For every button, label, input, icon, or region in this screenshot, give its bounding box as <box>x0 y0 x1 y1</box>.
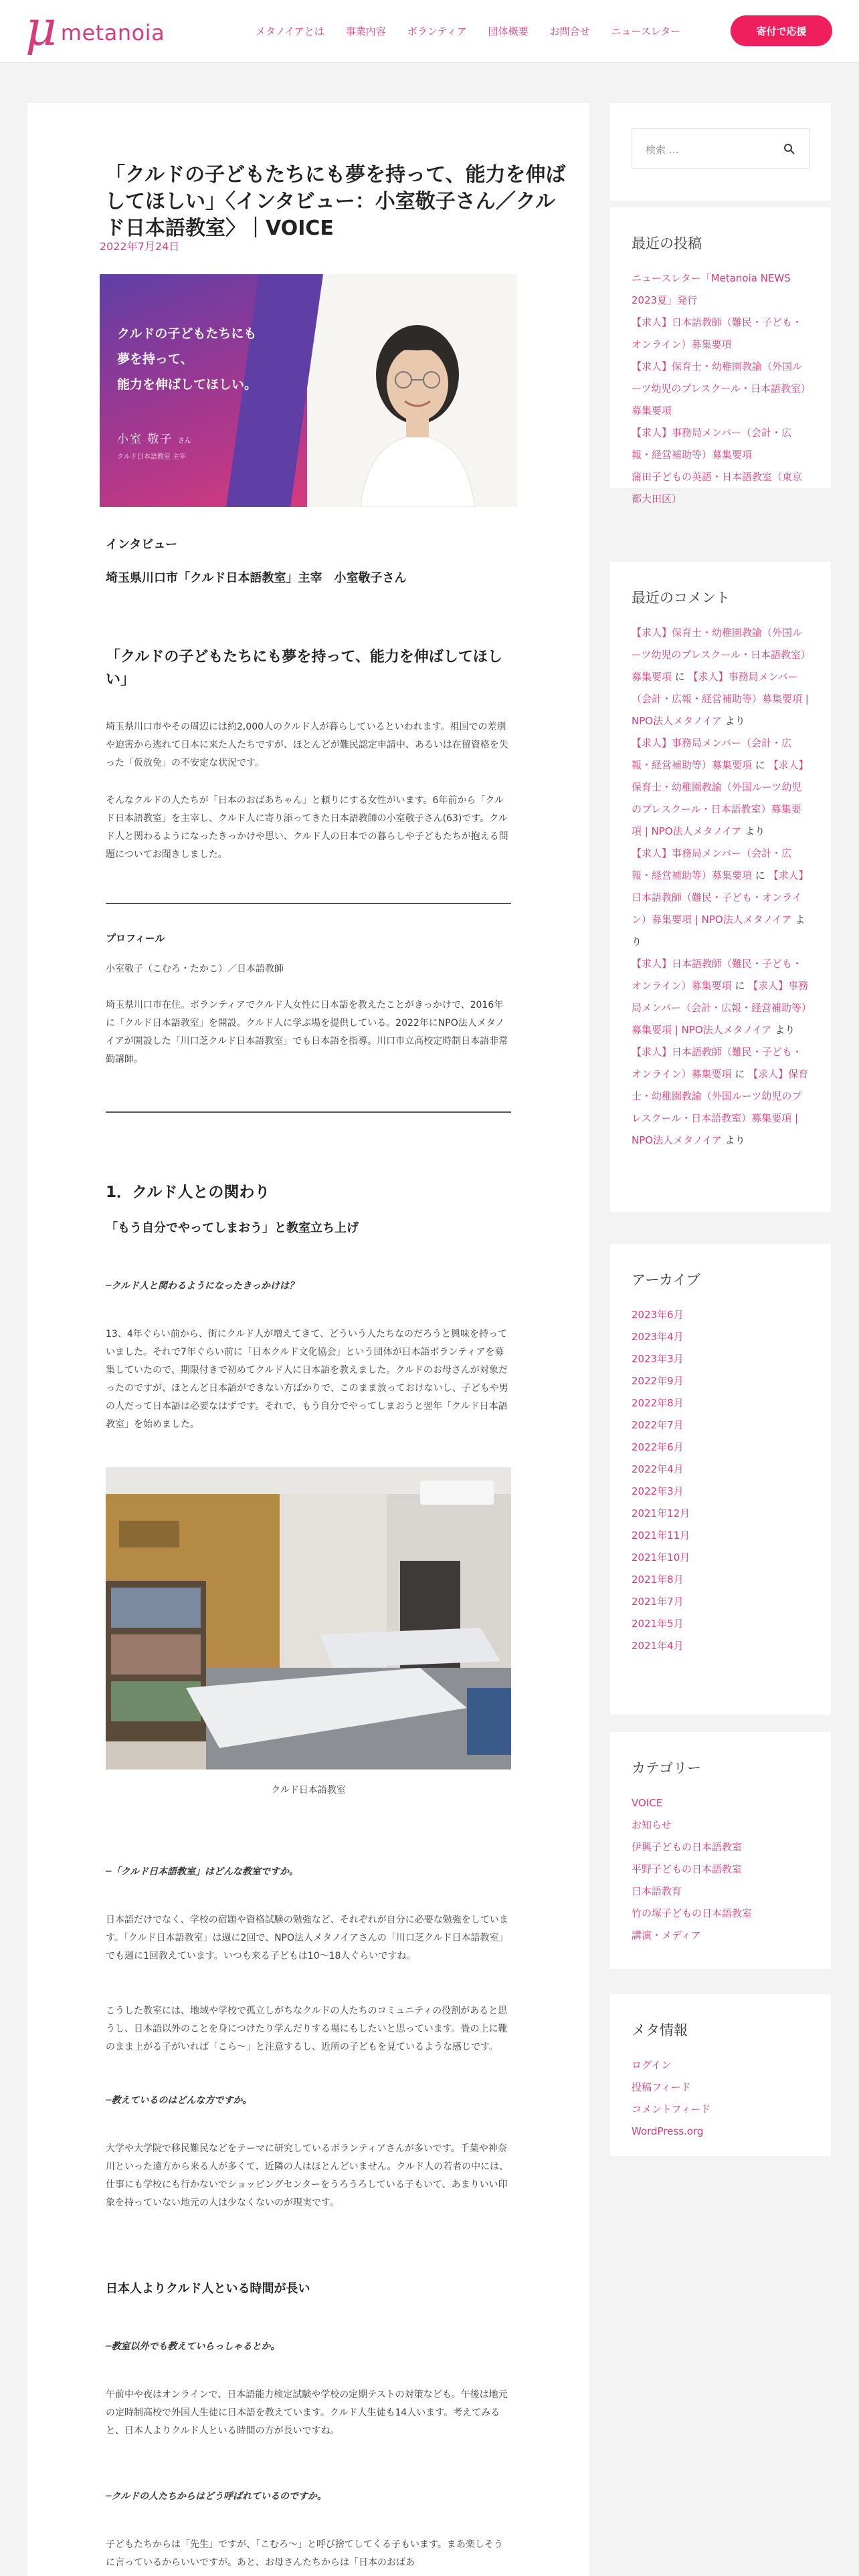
category-link[interactable]: 伊興子どもの日本語教室 <box>632 1841 743 1853</box>
hero-quote-line: 夢を持って、 <box>117 352 193 366</box>
site-header <box>0 0 859 63</box>
widget-title: 最近のコメント <box>632 590 730 606</box>
article-subtitle: 埼玉県川口市「クルド日本語教室」主宰 小室敬子さん <box>106 571 407 585</box>
article-title: 「クルドの子どもたちにも夢を持って、能力を伸ばしてほしい」〈インタビュー：小室敬子さん／クルド日本語教室〉｜VOICE <box>105 163 566 240</box>
recent-post-link[interactable]: 【求人】保育士・幼稚園教諭（外国ルーツ幼児のプレスクール・日本語教室）募集要項 <box>632 360 806 417</box>
comment-joiner: に <box>752 759 769 771</box>
question: ─教室以外でも教えていらっしゃるとか。 <box>106 2341 280 2352</box>
archive-link[interactable]: 2021年10月 <box>632 1551 690 1564</box>
comment-item <box>632 732 809 843</box>
logo-text: metanoia <box>60 20 165 45</box>
recent-comments-widget <box>610 562 831 1212</box>
login-link[interactable]: ログイン <box>632 2059 672 2071</box>
recent-post-link[interactable]: 蒲田子どもの英語・日本語教室（東京都大田区） <box>632 471 803 505</box>
archive-link[interactable]: 2021年5月 <box>632 1618 684 1630</box>
lead-paragraph: そんなクルドの人たちが「日本のおばあちゃん」と頼りにする女性がいます。6年前から「クルド日本語教室」を主宰し、クルド人に寄り添ってきた日本語教師の小室敬子さん(63)です。クルド人と関わるようになったきっかけや思い、クルド人の日本での暮らしや子どもたちが抱える問題についてお聞きしました。 <box>106 795 508 860</box>
nav-volunteer[interactable]: ボランティア <box>407 25 467 37</box>
search-widget <box>610 103 831 201</box>
category-link[interactable]: VOICE <box>632 1797 663 1809</box>
archive-link[interactable]: 2022年8月 <box>632 1397 684 1409</box>
question: ─クルド人と関わるようになったきっかけは？ <box>106 1281 299 1291</box>
search-input[interactable] <box>632 128 809 169</box>
answer-paragraph: 子どもたちからは「先生」ですが、「こむろ～」と呼び捨てしてくる子もいます。まあ楽しそうに言っているからいいですが。あと、お母さんたちからは「日本のおばあ <box>106 2539 503 2568</box>
site-logo[interactable] <box>25 0 165 56</box>
archive-link[interactable]: 2023年6月 <box>632 1309 684 1321</box>
comment-post-link[interactable]: 【求人】日本語教師（難民・子ども・オンライン）募集要項 <box>632 958 803 992</box>
comment-author-link[interactable]: 【求人】日本語教師（難民・子ども・オンライン）募集要項 | NPO法人メタノイア <box>632 869 809 926</box>
classroom-photo <box>106 1467 511 1769</box>
wordpress-link[interactable]: WordPress.org <box>632 2125 704 2137</box>
nav-about[interactable]: メタノイアとは <box>256 25 324 37</box>
search-placeholder: 検索 … <box>646 144 679 156</box>
section-heading: 日本人よりクルド人といる時間が長い <box>106 2282 310 2296</box>
comment-suffix: より <box>721 715 745 727</box>
widget-title: メタ情報 <box>632 2022 688 2038</box>
archive-link[interactable]: 2022年9月 <box>632 1375 684 1387</box>
comment-item <box>632 622 809 732</box>
comment-author-link[interactable]: 【求人】事務局メンバー（会計・広報・経営補助等）募集要項 | NPO法人メタノイア <box>632 980 809 1036</box>
category-link[interactable]: 講演・メディア <box>632 1929 701 1941</box>
widget-title: カテゴリー <box>632 1760 702 1776</box>
archive-link[interactable]: 2022年7月 <box>632 1419 684 1431</box>
category-link[interactable]: お知らせ <box>632 1819 672 1831</box>
recent-posts-widget <box>610 207 831 505</box>
question: ─クルドの人たちからはどう呼ばれているのですか。 <box>106 2491 327 2502</box>
archive-link[interactable]: 2022年6月 <box>632 1441 684 1453</box>
photo-caption: クルド日本語教室 <box>271 1785 346 1796</box>
hero-name-text: 小室 敬子 <box>117 433 173 446</box>
recent-post-link[interactable]: 【求人】事務局メンバー（会計・広報・経営補助等）募集要項 <box>632 427 791 461</box>
comment-joiner: に <box>731 980 749 992</box>
comment-suffix: より <box>771 1024 795 1036</box>
archive-link[interactable]: 2023年3月 <box>632 1353 684 1365</box>
comment-author-link[interactable]: 【求人】事務局メンバー（会計・広報・経営補助等）募集要項 | NPO法人メタノイア <box>632 671 809 727</box>
hero-person-role: クルド日本語教室 主宰 <box>117 453 186 461</box>
comment-suffix: より <box>721 1134 745 1146</box>
profile-body: 埼玉県川口市在住。ボランティアでクルド人女性に日本語を教えたことがきっかけで、2016年に「クルド日本語教室」を開設。クルド人に学ぶ場を提供している。2022年にNPO法人メタノイアが開設した「川口芝クルド日本語教室」でも日本語を指導。川口市立高校定時制日本語非常勤講師。 <box>106 1000 508 1065</box>
comment-suffix: より <box>632 914 805 948</box>
archive-link[interactable]: 2021年11月 <box>632 1529 690 1541</box>
archive-link[interactable]: 2022年3月 <box>632 1485 684 1497</box>
hero-quote <box>117 321 257 397</box>
nav-organization[interactable]: 団体概要 <box>488 25 529 37</box>
divider <box>106 903 511 904</box>
comments-feed-link[interactable]: コメントフィード <box>632 2103 711 2115</box>
recent-post-link[interactable]: ニュースレター「Metanoia NEWS 2023夏」発行 <box>632 272 791 306</box>
comment-post-link[interactable]: 【求人】事務局メンバー（会計・広報・経営補助等）募集要項 <box>632 737 791 771</box>
hero-quote-line: 能力を伸ばしてほしい。 <box>117 377 258 392</box>
category-link[interactable]: 平野子どもの日本語教室 <box>632 1863 743 1875</box>
archives-widget <box>610 1244 831 1715</box>
search-icon[interactable] <box>783 143 795 155</box>
answer-paragraph: 午前中や夜はオンラインで、日本語能力検定試験や学校の定期テストの対策なども。午後は地元の定時制高校で外国人生徒に日本語を教えています。クルド人生徒も14人います。考えてみると、日本人よりクルド人といる時間の方が長いですね。 <box>106 2389 508 2436</box>
profile-label: プロフィール <box>106 932 165 944</box>
hero-image <box>100 274 517 507</box>
hero-name-suffix: さん <box>177 437 191 445</box>
comment-post-link[interactable]: 【求人】保育士・幼稚園教諭（外国ルーツ幼児のプレスクール・日本語教室）募集要項 <box>632 627 806 683</box>
donate-button[interactable]: 寄付で応援 <box>731 15 832 46</box>
divider <box>106 1111 511 1113</box>
hero-quote-line: クルドの子どもたちにも <box>117 326 257 341</box>
entries-feed-link[interactable]: 投稿フィード <box>632 2081 691 2093</box>
categories-widget <box>610 1732 831 1969</box>
comment-joiner: に <box>672 671 688 683</box>
widget-title: 最近の投稿 <box>632 235 702 251</box>
recent-post-link[interactable]: 【求人】日本語教師（難民・子ども・オンライン）募集要項 <box>632 316 803 350</box>
answer-paragraph: 日本語だけでなく、学校の宿題や資格試験の勉強など、それぞれが自分に必要な勉強をしています。「クルド日本語教室」は週に2回で、NPO法人メタノイアさんの「川口芝クルド日本語教室」でも週に1回教えています。いつも来る子どもは10〜18人ぐらいですね。 <box>106 1915 508 1961</box>
question: ─教えているのはどんな方ですか。 <box>106 2095 252 2106</box>
comment-item <box>632 1041 809 1152</box>
article-date[interactable]: 2022年7月24日 <box>100 240 180 253</box>
comment-joiner: に <box>731 1068 749 1080</box>
answer-paragraph: 13、4年ぐらい前から、街にクルド人が増えてきて、どういう人たちなのだろうと興味を持っていました。それで7年ぐらい前に「日本クルド文化協会」という団体が日本語ボランティアを募集していたので、期限付きで初めてクルド人に日本語を教えました。クルドのお母さんが対象だったのですが、ほとんど日本語ができない方ばかりで、このまま放っておけないし、子どもや男の人だって日本語は必要なはずです。それで、もう自分でやってしまおうと翌年「クルド日本語教室」を始めました。 <box>106 1329 508 1430</box>
comment-joiner: に <box>752 869 769 881</box>
archive-link[interactable]: 2021年12月 <box>632 1507 690 1519</box>
hero-person-name <box>117 429 191 446</box>
answer-paragraph: こうした教室には、地域や学校で孤立しがちなクルドの人たちのコミュニティの役割があると思うし、日本語以外のことを身につけたり学んだりする場にもしたいと思っています。畳の上に靴のまま上がる子がいれば「こら～」と注意するし、近所の子どもを見ているような感じです。 <box>106 2006 508 2052</box>
section-heading: 1．クルド人との関わり <box>106 1184 270 1201</box>
lead-heading: 「クルドの子どもたちにも夢を持って、能力を伸ばしてほしい」 <box>106 649 502 688</box>
answer-paragraph: 大学や大学院で移民難民などをテーマに研究しているボランティアさんが多いです。千葉や神奈川といった遠方から来る人が多くて、近隣の人はほとんどいません。クルド人の若者の中には、仕事にも学校にも行かないでショッピングセンターをうろうろしている子もいて、あまりいい印象を持っていない地元の人は少なくないのが現実です。 <box>106 2143 509 2208</box>
meta-widget <box>610 1994 831 2156</box>
widget-title: アーカイブ <box>632 1272 700 1288</box>
comment-suffix: より <box>741 825 765 837</box>
archive-link[interactable]: 2021年8月 <box>632 1574 684 1586</box>
comment-author-link[interactable]: 【求人】保育士・幼稚園教諭（外国ルーツ幼児のプレスクール・日本語教室）募集要項 | NPO法人メタノイア <box>632 759 809 837</box>
nav-projects[interactable]: 事業内容 <box>345 25 386 37</box>
profile-name: 小室敬子（こむろ・たかこ）／日本語教師 <box>106 964 284 974</box>
article-card <box>27 103 589 2576</box>
comment-item <box>632 843 809 953</box>
archive-link[interactable]: 2023年4月 <box>632 1331 684 1343</box>
nav-newsletter[interactable]: ニュースレター <box>611 25 681 37</box>
archive-link[interactable]: 2021年7月 <box>632 1596 684 1608</box>
section-subheading: 「もう自分でやってしまおう」と教室立ち上げ <box>106 1221 359 1235</box>
comment-post-link[interactable]: 【求人】事務局メンバー（会計・広報・経営補助等）募集要項 <box>632 847 791 881</box>
logo-mark: μ <box>25 0 57 56</box>
comment-author-link[interactable]: 【求人】保育士・幼稚園教諭（外国ルーツ幼児のプレスクール・日本語教室）募集要項 | NPO法人メタノイア <box>632 1068 809 1146</box>
archive-link[interactable]: 2021年4月 <box>632 1640 684 1652</box>
nav-contact[interactable]: お問合せ <box>549 25 590 37</box>
archive-link[interactable]: 2022年4月 <box>632 1463 684 1475</box>
comment-post-link[interactable]: 【求人】日本語教師（難民・子ども・オンライン）募集要項 <box>632 1046 803 1080</box>
lead-paragraph: 埼玉県川口市やその周辺には約2,000人のクルド人が暮らしているといわれます。祖国での差別や迫害から逃れて日本に来た人たちですが、ほとんどが難民認定申請中、あるいは在留資格を失った「仮放免」の不安定な状況です。 <box>106 722 508 768</box>
interview-label: インタビュー <box>106 538 178 552</box>
portrait-illustration <box>347 301 488 507</box>
category-link[interactable]: 日本語教育 <box>632 1885 682 1897</box>
question: ─「クルド日本語教室」はどんな教室ですか。 <box>106 1866 299 1877</box>
main-nav <box>256 24 702 38</box>
comment-item <box>632 953 809 1041</box>
category-link[interactable]: 竹の塚子どもの日本語教室 <box>632 1907 753 1919</box>
